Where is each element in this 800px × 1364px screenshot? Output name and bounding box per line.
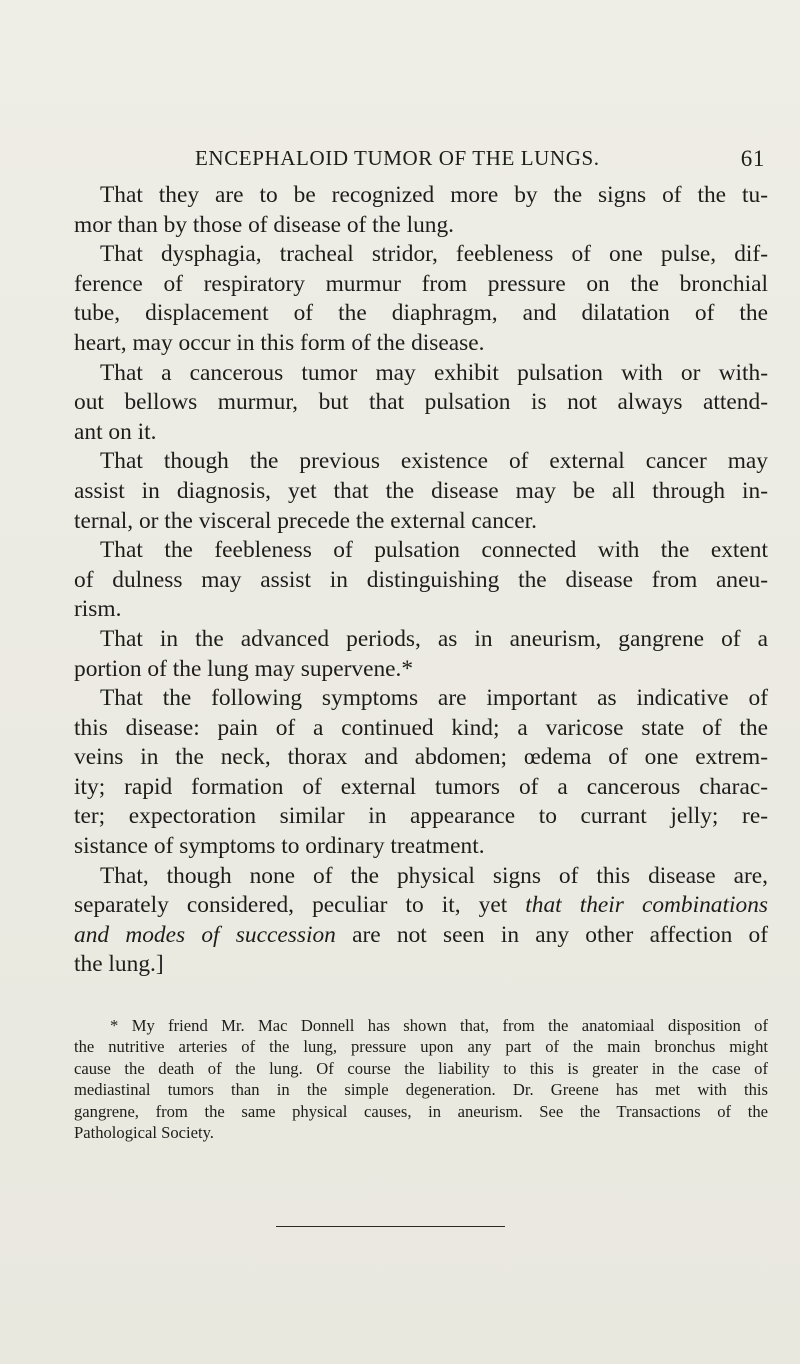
text-line [74,891,768,921]
text-line: portion of the lung may supervene.* [74,655,414,682]
footnote-line: gangrene, from the same physical causes, in aneurism. See the Transactions of the [74,1101,768,1121]
body-text [74,181,768,980]
text-line: That, though none of the physical signs of this disease are, [100,862,768,889]
paragraph [74,447,768,536]
text-run: are not seen in any other affection of [335,921,768,948]
text-line: ant on it. [74,418,157,445]
text-line: veins in the neck, thorax and abdomen; œdema of one extrem- [74,744,768,771]
text-line: That the following symptoms are important as indicative of [100,685,768,712]
section-divider [276,1226,505,1227]
text-line: That the feebleness of pulsation connected with the extent [100,537,768,564]
footnote-line: the nutritive arteries of the lung, pressure upon any part of the main bronchus might [74,1037,768,1057]
text-line: rism. [74,596,122,623]
italic-run: that their combinations [525,892,768,919]
text-line: ter; expectoration similar in appearance to currant jelly; re- [74,803,768,830]
paragraph [74,684,768,862]
text-line: ternal, or the visceral precede the external cancer. [74,507,537,534]
text-run [185,922,201,948]
text-line: That in the advanced periods, as in aneurism, gangrene of a [100,625,768,652]
text-line: mor than by those of disease of the lung. [74,211,455,238]
paragraph-final [74,862,768,980]
text-line: of dulness may assist in distinguishing the disease from aneu- [74,566,768,593]
footnote-line: * My friend Mr. Mac Donnell has shown that, from the anatomiaal disposition of [110,1016,768,1035]
text-line: assist in diagnosis, yet that the disease may be all through in- [74,477,768,504]
italic-run: and modes [74,921,186,948]
text-run: separately considered, peculiar to it, yet [74,892,526,919]
paragraph [74,536,768,625]
text-line: ity; rapid formation of external tumors of a cancerous charac- [74,773,768,800]
text-line [74,921,768,951]
text-line: That though the previous existence of external cancer may [100,448,768,475]
footnote [74,1015,768,1143]
paragraph [74,625,768,684]
italic-run: of succession [201,921,336,948]
footnote-line: mediastinal tumors than in the simple degeneration. Dr. Greene has met with this [74,1080,768,1100]
text-line: ference of respiratory murmur from pressure on the bronchial [74,270,768,297]
paragraph [74,181,768,240]
text-line: heart, may occur in this form of the disease. [74,329,485,356]
paragraph [74,359,768,448]
text-line: That a cancerous tumor may exhibit pulsation with or with- [100,359,768,386]
text-line: sistance of symptoms to ordinary treatment. [74,833,485,860]
text-line: this disease: pain of a continued kind; a varicose state of the [74,714,768,741]
running-header [195,146,765,174]
text-line: That they are to be recognized more by the signs of the tu- [100,182,768,208]
text-line: tube, displacement of the diaphragm, and dilatation of the [74,300,768,327]
page-number: 61 [740,146,765,171]
text-line: the lung.] [74,951,164,978]
text-line: That dysphagia, tracheal stridor, feebleness of one pulse, dif- [100,241,768,268]
footnote-line: cause the death of the lung. Of course the liability to this is greater in the case of [74,1058,768,1078]
paragraph [74,240,768,358]
footnote-line: Pathological Society. [74,1122,214,1142]
running-title: ENCEPHALOID TUMOR OF THE LUNGS. [195,146,600,170]
text-line: out bellows murmur, but that pulsation is not always attend- [74,389,768,416]
